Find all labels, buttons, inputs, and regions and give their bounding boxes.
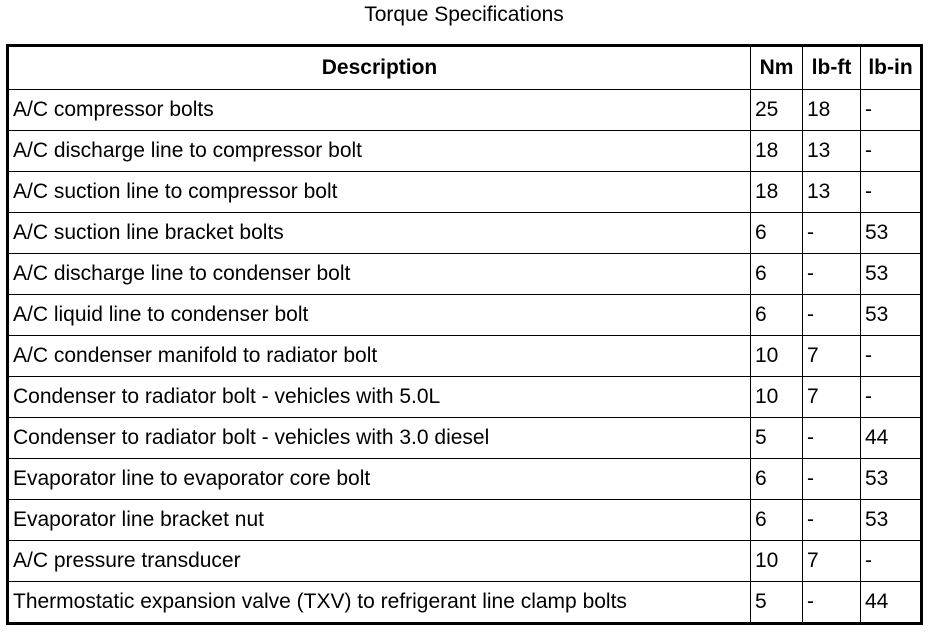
lb-ft-cell: 7	[803, 541, 861, 582]
table-row	[8, 582, 922, 624]
description-cell: Condenser to radiator bolt - vehicles with 5.0L	[8, 377, 751, 418]
table-row	[8, 90, 922, 131]
nm-cell: 10	[751, 541, 803, 582]
nm-cell: 6	[751, 213, 803, 254]
description-cell: A/C discharge line to compressor bolt	[8, 131, 751, 172]
nm-cell: 10	[751, 377, 803, 418]
nm-cell: 5	[751, 418, 803, 459]
lb-in-cell: 44	[861, 418, 922, 459]
description-cell: Evaporator line to evaporator core bolt	[8, 459, 751, 500]
lb-ft-cell: -	[803, 213, 861, 254]
lb-ft-cell: -	[803, 295, 861, 336]
lb-in-cell: -	[861, 541, 922, 582]
lb-in-cell: -	[861, 172, 922, 213]
lb-in-cell: -	[861, 131, 922, 172]
table-row	[8, 131, 922, 172]
nm-cell: 18	[751, 172, 803, 213]
description-cell: A/C condenser manifold to radiator bolt	[8, 336, 751, 377]
description-cell: Condenser to radiator bolt - vehicles with 3.0 diesel	[8, 418, 751, 459]
lb-in-cell: 53	[861, 213, 922, 254]
table-row	[8, 254, 922, 295]
table-row	[8, 418, 922, 459]
lb-ft-cell: -	[803, 254, 861, 295]
lb-ft-cell: -	[803, 459, 861, 500]
description-cell: A/C pressure transducer	[8, 541, 751, 582]
table-row	[8, 213, 922, 254]
description-cell: A/C liquid line to condenser bolt	[8, 295, 751, 336]
description-cell: A/C suction line to compressor bolt	[8, 172, 751, 213]
lb-ft-cell: 13	[803, 131, 861, 172]
column-header-lb-ft: lb-ft	[803, 46, 861, 90]
description-cell: A/C suction line bracket bolts	[8, 213, 751, 254]
nm-cell: 6	[751, 459, 803, 500]
lb-ft-cell: -	[803, 418, 861, 459]
table-row	[8, 172, 922, 213]
column-header-nm: Nm	[751, 46, 803, 90]
column-header-lb-in: lb-in	[861, 46, 922, 90]
table-row	[8, 459, 922, 500]
lb-ft-cell: 13	[803, 172, 861, 213]
table-row	[8, 295, 922, 336]
table-row	[8, 336, 922, 377]
lb-in-cell: -	[861, 90, 922, 131]
lb-ft-cell: 7	[803, 336, 861, 377]
page-title: Torque Specifications	[364, 3, 564, 26]
torque-specifications-table	[6, 44, 923, 625]
nm-cell: 6	[751, 295, 803, 336]
table-row	[8, 500, 922, 541]
lb-in-cell: -	[861, 377, 922, 418]
description-cell: A/C discharge line to condenser bolt	[8, 254, 751, 295]
nm-cell: 6	[751, 254, 803, 295]
lb-in-cell: 53	[861, 295, 922, 336]
nm-cell: 18	[751, 131, 803, 172]
lb-ft-cell: 7	[803, 377, 861, 418]
description-cell: A/C compressor bolts	[8, 90, 751, 131]
lb-in-cell: 44	[861, 582, 922, 624]
table-row	[8, 377, 922, 418]
column-header-description: Description	[8, 46, 751, 90]
lb-in-cell: -	[861, 336, 922, 377]
lb-in-cell: 53	[861, 254, 922, 295]
nm-cell: 6	[751, 500, 803, 541]
description-cell: Thermostatic expansion valve (TXV) to refrigerant line clamp bolts	[8, 582, 751, 624]
lb-ft-cell: 18	[803, 90, 861, 131]
lb-in-cell: 53	[861, 500, 922, 541]
lb-ft-cell: -	[803, 582, 861, 624]
table-row	[8, 541, 922, 582]
nm-cell: 10	[751, 336, 803, 377]
nm-cell: 5	[751, 582, 803, 624]
table-header-row	[8, 46, 922, 90]
lb-ft-cell: -	[803, 500, 861, 541]
nm-cell: 25	[751, 90, 803, 131]
description-cell: Evaporator line bracket nut	[8, 500, 751, 541]
lb-in-cell: 53	[861, 459, 922, 500]
